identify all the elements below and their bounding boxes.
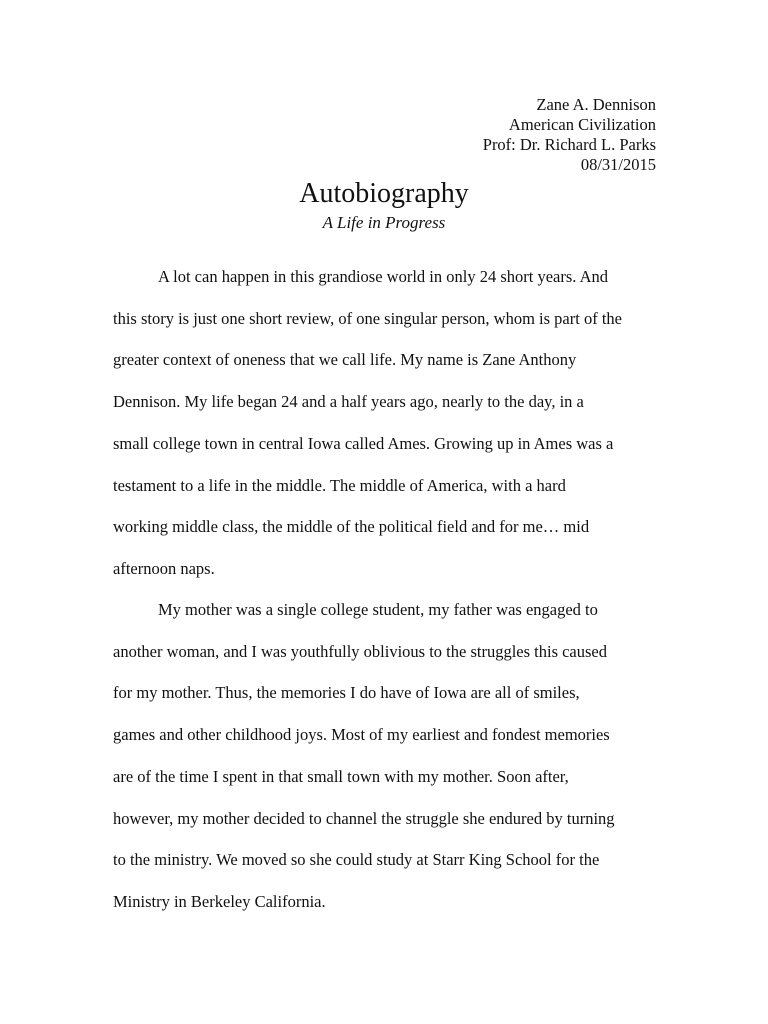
paragraph-line: to the ministry. We moved so she could study at Starr King School for the	[113, 850, 600, 870]
paragraph-line: another woman, and I was youthfully oblivious to the struggles this caused	[113, 641, 608, 661]
paragraph-2	[113, 589, 658, 923]
paragraph-line: working middle class, the middle of the political field and for me… mid	[113, 517, 590, 537]
author-header	[483, 95, 656, 175]
paragraph-line: afternoon naps.	[113, 558, 215, 578]
paragraph-line: testament to a life in the middle. The middle of America, with a hard	[113, 475, 566, 495]
paragraph-line: A lot can happen in this grandiose world in only 24 short years. And	[158, 267, 609, 286]
course-name: American Civilization	[508, 115, 656, 134]
document-date: 08/31/2015	[580, 155, 656, 174]
paragraph-line: for my mother. Thus, the memories I do have of Iowa are all of smiles,	[113, 683, 580, 703]
paragraph-1	[113, 256, 658, 590]
paragraph-line: small college town in central Iowa called Ames. Growing up in Ames was a	[113, 433, 614, 453]
document-title: Autobiography	[299, 178, 469, 209]
paragraph-line: games and other childhood joys. Most of my earliest and fondest memories	[113, 725, 610, 745]
paragraph-line: greater context of oneness that we call life. My name is Zane Anthony	[113, 350, 577, 370]
professor-name: Prof: Dr. Richard L. Parks	[482, 135, 656, 154]
author-name: Zane A. Dennison	[536, 95, 656, 114]
paragraph-line: however, my mother decided to channel the struggle she endured by turning	[113, 808, 615, 828]
document-subtitle: A Life in Progress	[322, 213, 446, 232]
paragraph-line: Ministry in Berkeley California.	[113, 891, 326, 911]
paragraph-line: Dennison. My life began 24 and a half years ago, nearly to the day, in a	[113, 392, 584, 412]
paragraph-line: are of the time I spent in that small town with my mother. Soon after,	[113, 766, 569, 786]
paragraph-line: this story is just one short review, of one singular person, whom is part of the	[113, 308, 622, 328]
paragraph-line: My mother was a single college student, my father was engaged to	[158, 600, 598, 619]
